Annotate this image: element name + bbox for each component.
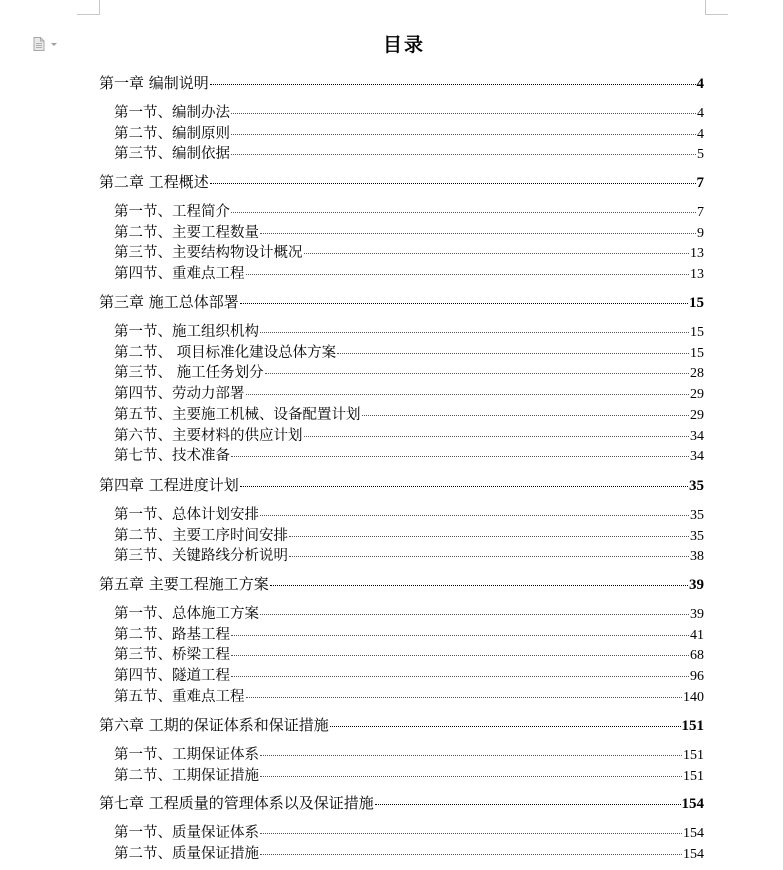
toc-section-page-number: 13 — [690, 267, 704, 283]
toc-section-entry[interactable] — [99, 743, 704, 763]
toc-section-entry[interactable] — [99, 262, 704, 282]
toc-section-page-number: 151 — [683, 768, 704, 784]
toc-dot-leader — [260, 614, 689, 615]
toc-chapter-label: 第六章 工期的保证体系和保证措施 — [99, 716, 329, 734]
toc-chapter-entry[interactable] — [99, 573, 704, 593]
toc-dot-leader — [260, 776, 682, 777]
toc-section-label: 第七节、技术准备 — [114, 448, 230, 465]
toc-section-page-number: 35 — [690, 528, 704, 544]
toc-dot-leader — [265, 373, 689, 374]
toc-section-entry[interactable] — [99, 320, 704, 340]
toc-section-entry[interactable] — [99, 842, 704, 862]
toc-dot-leader — [246, 394, 690, 395]
toc-section-entry[interactable] — [99, 524, 704, 544]
toc-section-label: 第四节、劳动力部署 — [114, 386, 245, 403]
toc-section-label: 第一节、质量保证体系 — [114, 825, 259, 841]
toc-dot-leader — [289, 536, 689, 537]
toc-section-page-number: 34 — [690, 428, 704, 444]
toc-section-entry[interactable] — [99, 122, 704, 142]
toc-dot-leader — [375, 804, 681, 805]
toc-section-page-number: 15 — [690, 325, 704, 340]
toc-dot-leader — [330, 726, 681, 727]
toc-chapter-entry[interactable] — [99, 72, 704, 92]
toc-dot-leader — [231, 113, 696, 114]
toc-section-entry[interactable] — [99, 361, 704, 381]
toc-section-page-number: 9 — [697, 225, 704, 241]
toc-section-label: 第一节、总体施工方案 — [114, 606, 259, 622]
toc-section-entry[interactable] — [99, 764, 704, 784]
toc-section-page-number: 39 — [690, 607, 704, 622]
toc-dot-leader — [210, 183, 696, 184]
toc-section-entry[interactable] — [99, 685, 704, 705]
toc-section-entry[interactable] — [99, 241, 704, 261]
toc-dot-leader — [260, 833, 682, 834]
toc-section-entry[interactable] — [99, 200, 704, 220]
toc-chapter-page-number: 7 — [696, 175, 704, 191]
toc-dot-leader — [260, 515, 689, 516]
toc-section-label: 第三节、主要结构物设计概况 — [114, 245, 303, 262]
toc-section-entry[interactable] — [99, 101, 704, 121]
toc-section-page-number: 96 — [690, 669, 704, 685]
toc-section-entry[interactable] — [99, 503, 704, 523]
toc-chapter-entry[interactable] — [99, 171, 704, 191]
toc-dot-leader — [260, 854, 682, 855]
toc-dot-leader — [231, 212, 696, 213]
toc-section-label: 第三节、编制依据 — [114, 146, 230, 163]
toc-section-entry[interactable] — [99, 403, 704, 423]
toc-dot-leader — [231, 676, 689, 677]
toc-section-label: 第五节、主要施工机械、设备配置计划 — [114, 406, 361, 423]
toc-chapter-page-number: 151 — [681, 718, 704, 734]
toc-section-label: 第三节、桥梁工程 — [114, 647, 230, 664]
toc-section-label: 第二节、编制原则 — [114, 125, 230, 142]
toc-dot-leader — [231, 456, 689, 457]
toc-section-page-number: 28 — [690, 366, 704, 382]
toc-section-label: 第一节、总体计划安排 — [114, 507, 259, 523]
toc-dot-leader — [260, 755, 682, 756]
toc-dot-leader — [260, 233, 696, 234]
toc-section-label: 第四节、重难点工程 — [114, 266, 245, 283]
toc-dot-leader — [246, 274, 690, 275]
toc-section-entry[interactable] — [99, 221, 704, 241]
toc-dot-leader — [210, 84, 696, 85]
toc-dot-leader — [304, 253, 690, 254]
toc-chapter-entry[interactable] — [99, 291, 704, 311]
toc-section-page-number: 13 — [690, 246, 704, 262]
toc-section-label: 第二节、工期保证措施 — [114, 767, 259, 784]
toc-section-page-number: 140 — [683, 689, 704, 705]
toc-section-entry[interactable] — [99, 821, 704, 841]
toc-section-entry[interactable] — [99, 623, 704, 643]
toc-section-label: 第三节、 施工任务划分 — [114, 365, 264, 382]
toc-section-page-number: 34 — [690, 449, 704, 465]
toc-section-label: 第二节、 项目标准化建设总体方案 — [114, 344, 337, 361]
toc-chapter-entry[interactable] — [99, 714, 704, 734]
toc-section-label: 第一节、编制办法 — [114, 105, 230, 121]
toc-dot-leader — [231, 134, 696, 135]
toc-section-label: 第三节、关键路线分析说明 — [114, 548, 288, 565]
toc-dot-leader — [246, 697, 683, 698]
toc-section-page-number: 154 — [683, 846, 704, 862]
toc-section-page-number: 38 — [690, 549, 704, 565]
toc-section-page-number: 68 — [690, 648, 704, 664]
toc-section-label: 第二节、主要工程数量 — [114, 224, 259, 241]
toc-dot-leader — [362, 415, 690, 416]
toc-dot-leader — [231, 635, 689, 636]
crop-mark-top-left — [77, 0, 100, 15]
toc-dot-leader — [289, 556, 689, 557]
toc-chapter-page-number: 154 — [681, 796, 704, 812]
toc-section-entry[interactable] — [99, 544, 704, 564]
toc-section-label: 第一节、工程简介 — [114, 204, 230, 220]
toc-chapter-label: 第一章 编制说明 — [99, 74, 209, 92]
toc-dot-leader — [260, 332, 689, 333]
toc-section-page-number: 4 — [697, 106, 704, 121]
toc-chapter-label: 第五章 主要工程施工方案 — [99, 575, 269, 593]
toc-dot-leader — [270, 585, 688, 586]
toc-dot-leader — [304, 436, 690, 437]
toc-section-page-number: 15 — [690, 345, 704, 361]
crop-mark-top-right — [705, 0, 728, 15]
toc-section-label: 第二节、路基工程 — [114, 626, 230, 643]
toc-section-entry[interactable] — [99, 602, 704, 622]
toc-title: 目录 — [382, 34, 425, 56]
toc-section-entry[interactable] — [99, 424, 704, 444]
toc-section-page-number: 151 — [683, 748, 704, 763]
toc-chapter-label: 第四章 工程进度计划 — [99, 476, 239, 494]
toc-section-page-number: 4 — [697, 126, 704, 142]
toc-section-label: 第二节、质量保证措施 — [114, 845, 259, 862]
toc-section-page-number: 41 — [690, 627, 704, 643]
toc-section-entry[interactable] — [99, 444, 704, 464]
toc-chapter-page-number: 39 — [689, 577, 704, 593]
toc-section-label: 第一节、施工组织机构 — [114, 324, 259, 340]
toc-dot-leader — [240, 303, 688, 304]
toc-chapter-entry[interactable] — [99, 792, 704, 812]
toc-dot-leader — [231, 154, 696, 155]
toc-chapter-page-number: 35 — [689, 478, 704, 494]
toc-chapter-label: 第三章 施工总体部署 — [99, 293, 239, 311]
toc-section-page-number: 7 — [697, 205, 704, 220]
toc-section-entry[interactable] — [99, 142, 704, 162]
toc-dot-leader — [337, 353, 689, 354]
toc-section-page-number: 29 — [690, 407, 704, 423]
toc-chapter-page-number: 4 — [696, 76, 704, 92]
toc-section-entry[interactable] — [99, 664, 704, 684]
toc-section-label: 第一节、工期保证体系 — [114, 747, 259, 763]
toc-chapter-label: 第二章 工程概述 — [99, 173, 209, 191]
toc-section-page-number: 35 — [690, 508, 704, 523]
toc-section-label: 第六节、主要材料的供应计划 — [114, 427, 303, 444]
toc-section-entry[interactable] — [99, 382, 704, 402]
toc-section-page-number: 5 — [697, 147, 704, 163]
toc-chapter-entry[interactable] — [99, 474, 704, 494]
toc-chapter-label: 第七章 工程质量的管理体系以及保证措施 — [99, 794, 374, 812]
toc-section-label: 第四节、隧道工程 — [114, 668, 230, 685]
toc-chapter-page-number: 15 — [689, 295, 704, 311]
toc-dot-leader — [231, 655, 689, 656]
toc-dot-leader — [240, 486, 688, 487]
toc-section-label: 第二节、主要工序时间安排 — [114, 527, 288, 544]
toc-section-entry[interactable] — [99, 643, 704, 663]
toc-section-label: 第五节、重难点工程 — [114, 688, 245, 705]
toc-section-page-number: 154 — [683, 826, 704, 841]
toc-section-page-number: 29 — [690, 387, 704, 403]
toc-section-entry[interactable] — [99, 341, 704, 361]
